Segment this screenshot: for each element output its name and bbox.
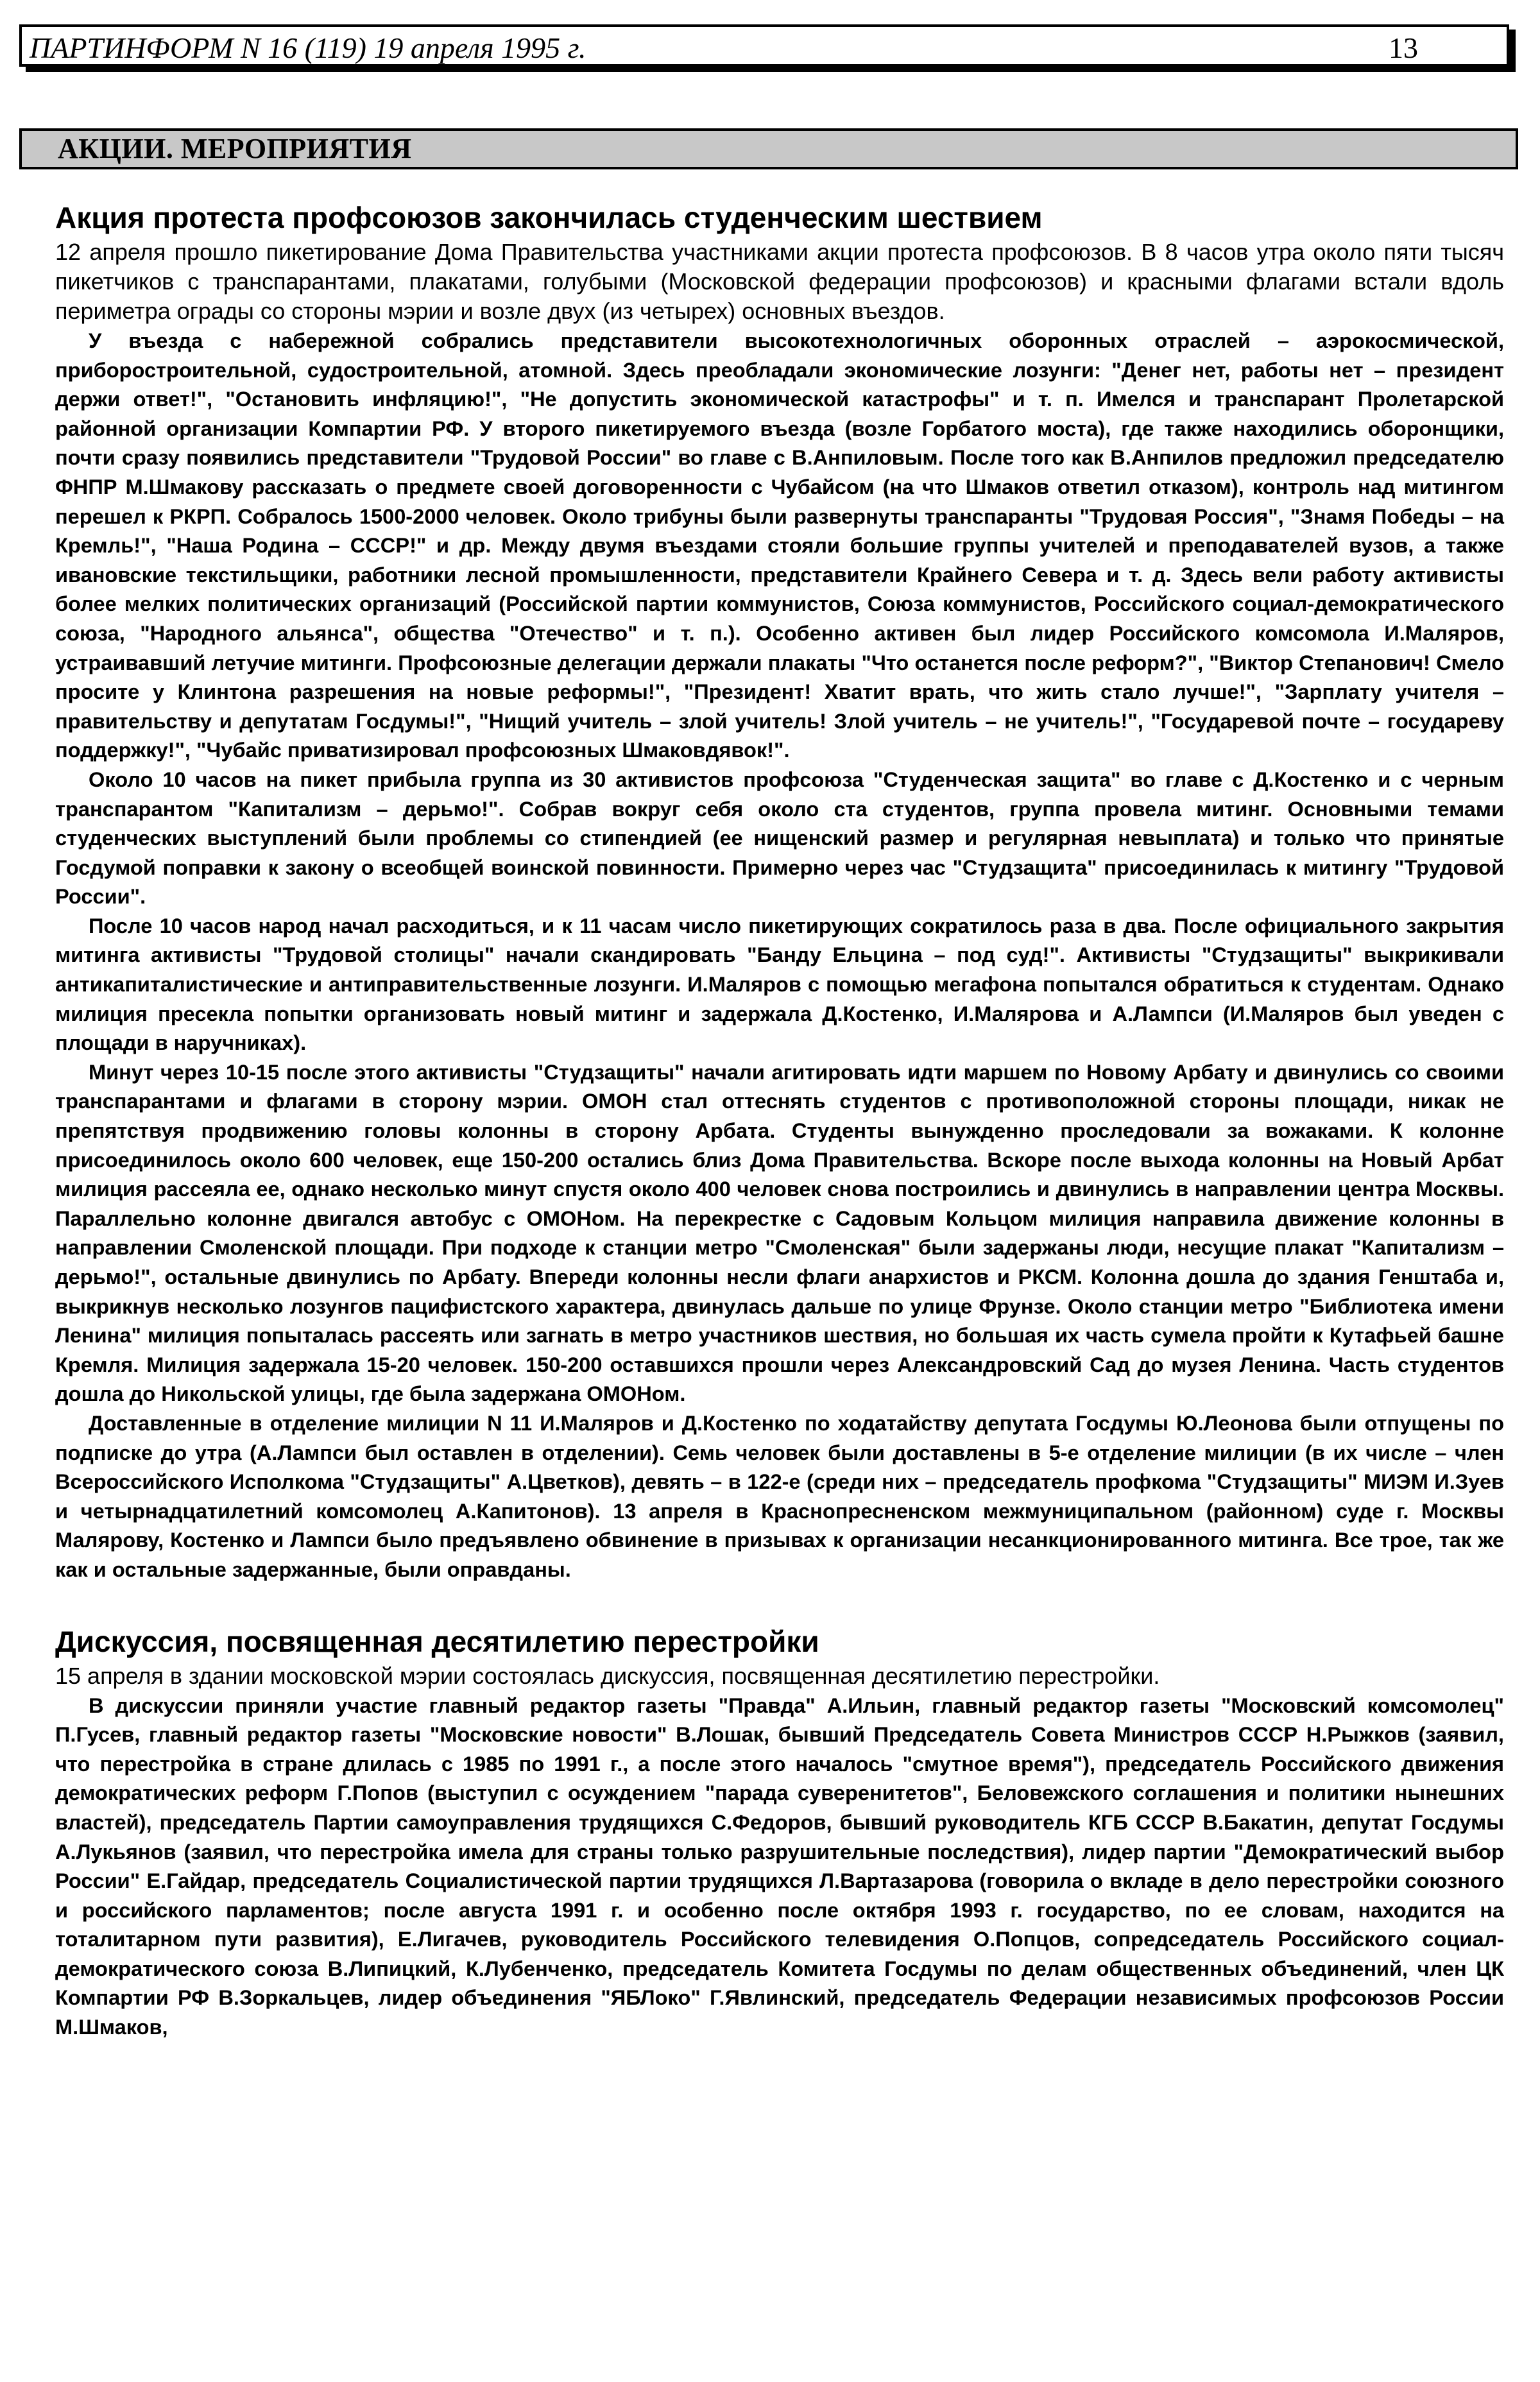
article-lead: 12 апреля прошло пикетирование Дома Правительства участниками акции протеста профсоюзов. В 8 часов утра около пяти тысяч пикетчиков с транспарантами, плакатами, голубыми (Московской федерации профсоюзов) и красными флагами встали вдоль периметра ограды со стороны мэрии и возле двух (из четырех) основных въездов. xyxy=(55,239,1504,324)
article-perestroika-discussion xyxy=(55,1624,1504,2042)
article-paragraph: У въезда с набережной собрались представители высокотехнологичных оборонных отраслей – аэрокосмической, приборостроительной, судостроительной, атомной. Здесь преобладали экономические лозунги: "Денег нет, работы нет – президент держи ответ!", "Остановить инфляцию!", "Не допустить экономической катастрофы" и т. п. Имелся и транспарант Пролетарской районной организации Компартии РФ. У второго пикетируемого въезда (возле Горбатого моста), где также находились оборонщики, почти сразу появились представители "Трудовой России" во главе с В.Анпиловым. После того как В.Анпилов предложил председателю ФНПР М.Шмакову рассказать о предмете своей договоренности с Чубайсом (на что Шмаков ответил отказом), контроль над митингом перешел к РКРП. Собралось 1500-2000 человек. Около трибуны были развернуты транспаранты "Трудовая Россия", "Знамя Победы – на Кремль!", "Наша Родина – СССР!" и др. Между двумя въездами стояли большие группы учителей и преподавателей вузов, а также ивановские текстильщики, работники лесной промышленности, представители Крайнего Севера и т. д. Здесь вели работу активисты более мелких политических организаций (Российской партии коммунистов, Союза коммунистов, Российского социал-демократического союза, "Народного альянса", общества "Отечество" и т. п.). Особенно активен был лидер Российского комсомола И.Маляров, устраивавший летучие митинги. Профсоюзные делегации держали плакаты "Что останется после реформ?", "Виктор Степанович! Смело просите у Клинтона разрешения на новые реформы!", "Президент! Хватит врать, что жить стало лучше!", "Зарплату учителя – правительству и депутатам Госдумы!", "Нищий учитель – злой учитель! Злой учитель – не учитель!", "Государевой почте – государеву поддержку!", "Чубайс приватизировал профсоюзных Шмаковдявок!". xyxy=(55,329,1504,762)
page-number: 13 xyxy=(1389,31,1418,64)
article-paragraph: Минут через 10-15 после этого активисты "Студзащиты" начали агитировать идти маршем по Новому Арбату и двинулись со своими транспарантами и флагами в сторону мэрии. ОМОН стал оттеснять студентов с противоположной стороны площади, никак не препятствуя продвижению головы колонны в сторону Арбата. Студенты вынужденно проследовали за вожаками. К колонне присоединилось около 600 человек, еще 150-200 остались близ Дома Правительства. Вскоре после выхода колонны на Новый Арбат милиция рассеяла ее, однако несколько минут спустя около 400 человек снова построились и двинулись в направлении центра Москвы. Параллельно колонне двигался автобус с ОМОНом. На перекрестке с Садовым Кольцом милиция направила движение колонны в направлении Смоленской площади. При подходе к станции метро "Смоленская" были задержаны люди, несущие плакат "Капитализм – дерьмо!", остальные двинулись по Арбату. Впереди колонны несли флаги анархистов и РКСМ. Колонна дошла до здания Генштаба и, выкрикнув несколько лозунгов пацифистского характера, двинулась дальше по улице Фрунзе. Около станции метро "Библиотека имени Ленина" милиция попыталась рассеять или загнать в метро участников шествия, но большая их часть сумела пройти к Кутафьей башне Кремля. Милиция задержала 15-20 человек. 150-200 оставшихся прошли через Александровский Сад до музея Ленина. Часть студентов дошла до Никольской улицы, где была задержана ОМОНом. xyxy=(55,1059,1504,1406)
article-paragraph: Доставленные в отделение милиции N 11 И.Маляров и Д.Костенко по ходатайству депутата Госдумы Ю.Леонова были отпущены по подписке до утра (А.Лампси был оставлен в отделении). Семь человек были доставлены в 5-е отделение милиции (в их числе – член Всероссийского Исполкома "Студзащиты" А.Цветков), девять – в 122-е (среди них – председатель профкома "Студзащиты" МИЭМ И.Зуев и четырнадцатилетний комсомолец А.Капитонов). 13 апреля в Краснопресненском межмуниципальном (районном) суде г. Москвы Малярову, Костенко и Лампси было предъявлено обвинение в призывах к организации несанкционированного митинга. Все трое, так же как и остальные задержанные, были оправданы. xyxy=(55,1410,1504,1581)
publication-line: ПАРТИНФОРМ N 16 (119) 19 апреля 1995 г. xyxy=(30,31,586,64)
section-heading: АКЦИИ. МЕРОПРИЯТИЯ xyxy=(19,128,1518,169)
running-header xyxy=(19,24,1509,67)
article-title: Дискуссия, посвященная десятилетию перестройки xyxy=(55,1624,819,1658)
article-lead: 15 апреля в здании московской мэрии состоялась дискуссия, посвященная десятилетию перестройки. xyxy=(55,1662,1160,1689)
article-title: Акция протеста профсоюзов закончилась студенческим шествием xyxy=(55,201,1043,234)
article-paragraph: В дискуссии приняли участие главный редактор газеты "Правда" А.Ильин, главный редактор газеты "Московский комсомолец" П.Гусев, главный редактор газеты "Московские новости" В.Лошак, бывший Председатель Совета Министров СССР Н.Рыжков (заявил, что перестройка в стране длилась с 1985 по 1991 г., а после этого началось "смутное время"), председатель Российского движения демократических реформ Г.Попов (выступил с осуждением "парада суверенитетов", Беловежского соглашения и политики нынешних властей), председатель Партии самоуправления трудящихся С.Федоров, бывший руководитель КГБ СССР В.Бакатин, депутат Госдумы А.Лукьянов (заявил, что перестройка имела для страны только разрушительные последствия), лидер партии "Демократический выбор России" Е.Гайдар, председатель Социалистической партии трудящихся Л.Вартазарова (говорила о вкладе в дело перестройки союзного и российского парламентов; после августа 1991 г. и особенно после октября 1993 г. государство, по ее словам, находится на тоталитарном пути развития), Е.Лигачев, руководитель Российского телевидения О.Попцов, сопредседатель Российского социал-демократического союза В.Липицкий, К.Лубенченко, председатель Комитета Госдумы по делам общественных объединений, член ЦК Компартии РФ В.Зоркальцев, лидер объединения "ЯБЛоко" Г.Явлинский, председатель Федерации независимых профсоюзов России М.Шмаков, xyxy=(55,1693,1504,2039)
article-paragraph: Около 10 часов на пикет прибыла группа из 30 активистов профсоюза "Студенческая защита" во главе с Д.Костенко и с черным транспарантом "Капитализм – дерьмо!". Собрав вокруг себя около ста студентов, группа провела митинг. Основными темами студенческих выступлений были проблемы со стипендией (ее нищенский размер и регулярная невыплата) и только что принятые Госдумой поправки к закону о всеобщей воинской повинности. Примерно через час "Студзащита" присоединилась к митингу "Трудовой России". xyxy=(55,767,1504,909)
article-protest xyxy=(55,200,1504,1584)
article-column xyxy=(55,200,1504,2042)
article-paragraph: После 10 часов народ начал расходиться, и к 11 часам число пикетирующих сократилось раза в два. После официального закрытия митинга активисты "Трудовой столицы" начали скандировать "Банду Ельцина – под суд!". Активисты "Студзащиты" выкрикивали антикапиталистические и антиправительственные лозунги. И.Маляров с помощью мегафона попытался обратиться к студентам. Однако милиция пресекла попытки организовать новый митинг и задержала Д.Костенко, И.Малярова и А.Лампси (И.Маляров был уведен с площади в наручниках). xyxy=(55,913,1504,1055)
